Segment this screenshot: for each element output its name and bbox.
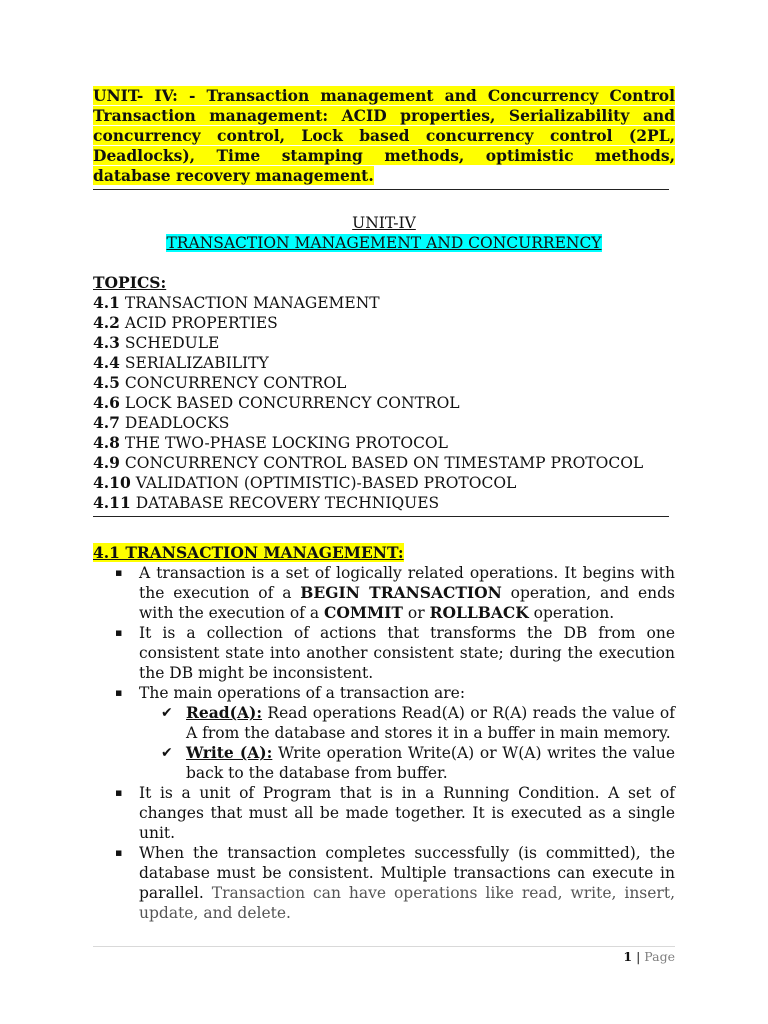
topic-number: 4.11: [93, 493, 131, 512]
list-item: [93, 623, 675, 683]
bullet-text: or: [402, 604, 430, 622]
page-label: Page: [644, 949, 675, 964]
topic-item: [93, 453, 675, 473]
divider-line: [93, 189, 669, 190]
check-text: Read operations Read(A) or R(A) reads the value of A from the database and stores it in a buffer in main memory.: [186, 704, 675, 742]
list-item: [93, 783, 675, 843]
bullet-text: It is a collection of actions that transforms the DB from one consistent state into another consistent state; during the execution the DB might be inconsistent.: [139, 624, 675, 682]
topic-number: 4.4: [93, 353, 120, 372]
bullet-text: It is a unit of Program that is in a Running Condition. A set of changes that must all be made together. It is executed as a single unit.: [139, 784, 675, 842]
page-separator: |: [632, 949, 645, 964]
topic-label: CONCURRENCY CONTROL: [124, 374, 347, 392]
unit-intro: [93, 86, 675, 186]
unit-title: UNIT-IV: [352, 214, 416, 232]
bullet-text: The main operations of a transaction are:: [139, 684, 466, 702]
list-item: [93, 563, 675, 623]
section-heading: [93, 543, 675, 563]
topic-item: [93, 413, 675, 433]
keyword-begin-transaction: BEGIN TRANSACTION: [300, 583, 502, 602]
keyword-commit: COMMIT: [324, 603, 403, 622]
topic-number: 4.5: [93, 373, 120, 392]
bullet-text: When the transaction completes successfully (is committed), the database must be consistent. Multiple transactions can execute in parallel.: [139, 844, 675, 902]
unit-subtitle: TRANSACTION MANAGEMENT AND CONCURRENCY: [166, 234, 602, 252]
unit-intro-text: UNIT- IV: - Transaction management and Concurrency Control Transaction management: ACID properties, Serializability and concurrency control, Lock based concurrency control (2PL, Deadlocks), Time stamping methods, optimistic methods, database recovery management.: [93, 86, 675, 185]
topic-number: 4.6: [93, 393, 120, 412]
check-mark-icon: ✔: [161, 705, 173, 721]
topic-item: [93, 433, 675, 453]
bullet-text: Transaction can have operations like read, write, insert, update, and delete.: [139, 884, 675, 922]
check-text: Write operation Write(A) or W(A) writes the value back to the database from buffer.: [186, 744, 675, 782]
page-content: [93, 86, 675, 923]
topics-heading: TOPICS:: [93, 273, 167, 292]
divider-line: [93, 516, 669, 517]
topic-label: DEADLOCKS: [124, 414, 230, 432]
list-item: [93, 843, 675, 923]
topic-number: 4.9: [93, 453, 120, 472]
check-item: [139, 743, 675, 783]
topic-label: ACID PROPERTIES: [124, 314, 278, 332]
topic-label: DATABASE RECOVERY TECHNIQUES: [135, 494, 440, 512]
topic-label: SERIALIZABILITY: [124, 354, 269, 372]
topic-number: 4.2: [93, 313, 120, 332]
topic-number: 4.8: [93, 433, 120, 452]
topic-number: 4.7: [93, 413, 120, 432]
check-list: [139, 703, 675, 783]
page-number: 1: [623, 949, 633, 964]
topic-item: [93, 393, 675, 413]
term-write: Write (A):: [186, 743, 273, 762]
topic-item: [93, 313, 675, 333]
term-read: Read(A):: [186, 703, 263, 722]
topic-label: VALIDATION (OPTIMISTIC)-BASED PROTOCOL: [135, 474, 517, 492]
topic-item: [93, 353, 675, 373]
unit-subtitle-wrap: [93, 233, 675, 253]
topics-list: [93, 293, 675, 513]
page-footer: [93, 946, 675, 964]
topic-number: 4.1: [93, 293, 120, 312]
section-heading-text: 4.1 TRANSACTION MANAGEMENT:: [93, 543, 404, 562]
bullet-text: A transaction is a set of logically related operations. It begins with the execution of a: [139, 564, 675, 602]
bullet-text: operation, and ends with the execution of a: [139, 584, 675, 622]
topic-label: CONCURRENCY CONTROL BASED ON TIMESTAMP PROTOCOL: [124, 454, 644, 472]
topic-label: SCHEDULE: [124, 334, 220, 352]
topic-item: [93, 473, 675, 493]
topic-item: [93, 333, 675, 353]
bullet-list: [93, 563, 675, 923]
check-mark-icon: ✔: [161, 745, 173, 761]
topic-label: THE TWO-PHASE LOCKING PROTOCOL: [124, 434, 448, 452]
topic-item: [93, 293, 675, 313]
bullet-text: operation.: [528, 604, 615, 622]
keyword-rollback: ROLLBACK: [429, 603, 529, 622]
check-item: [139, 703, 675, 743]
topic-label: TRANSACTION MANAGEMENT: [124, 294, 380, 312]
topic-item: [93, 493, 675, 513]
topic-label: LOCK BASED CONCURRENCY CONTROL: [124, 394, 460, 412]
topic-number: 4.3: [93, 333, 120, 352]
topic-item: [93, 373, 675, 393]
topic-number: 4.10: [93, 473, 131, 492]
list-item: [93, 683, 675, 783]
